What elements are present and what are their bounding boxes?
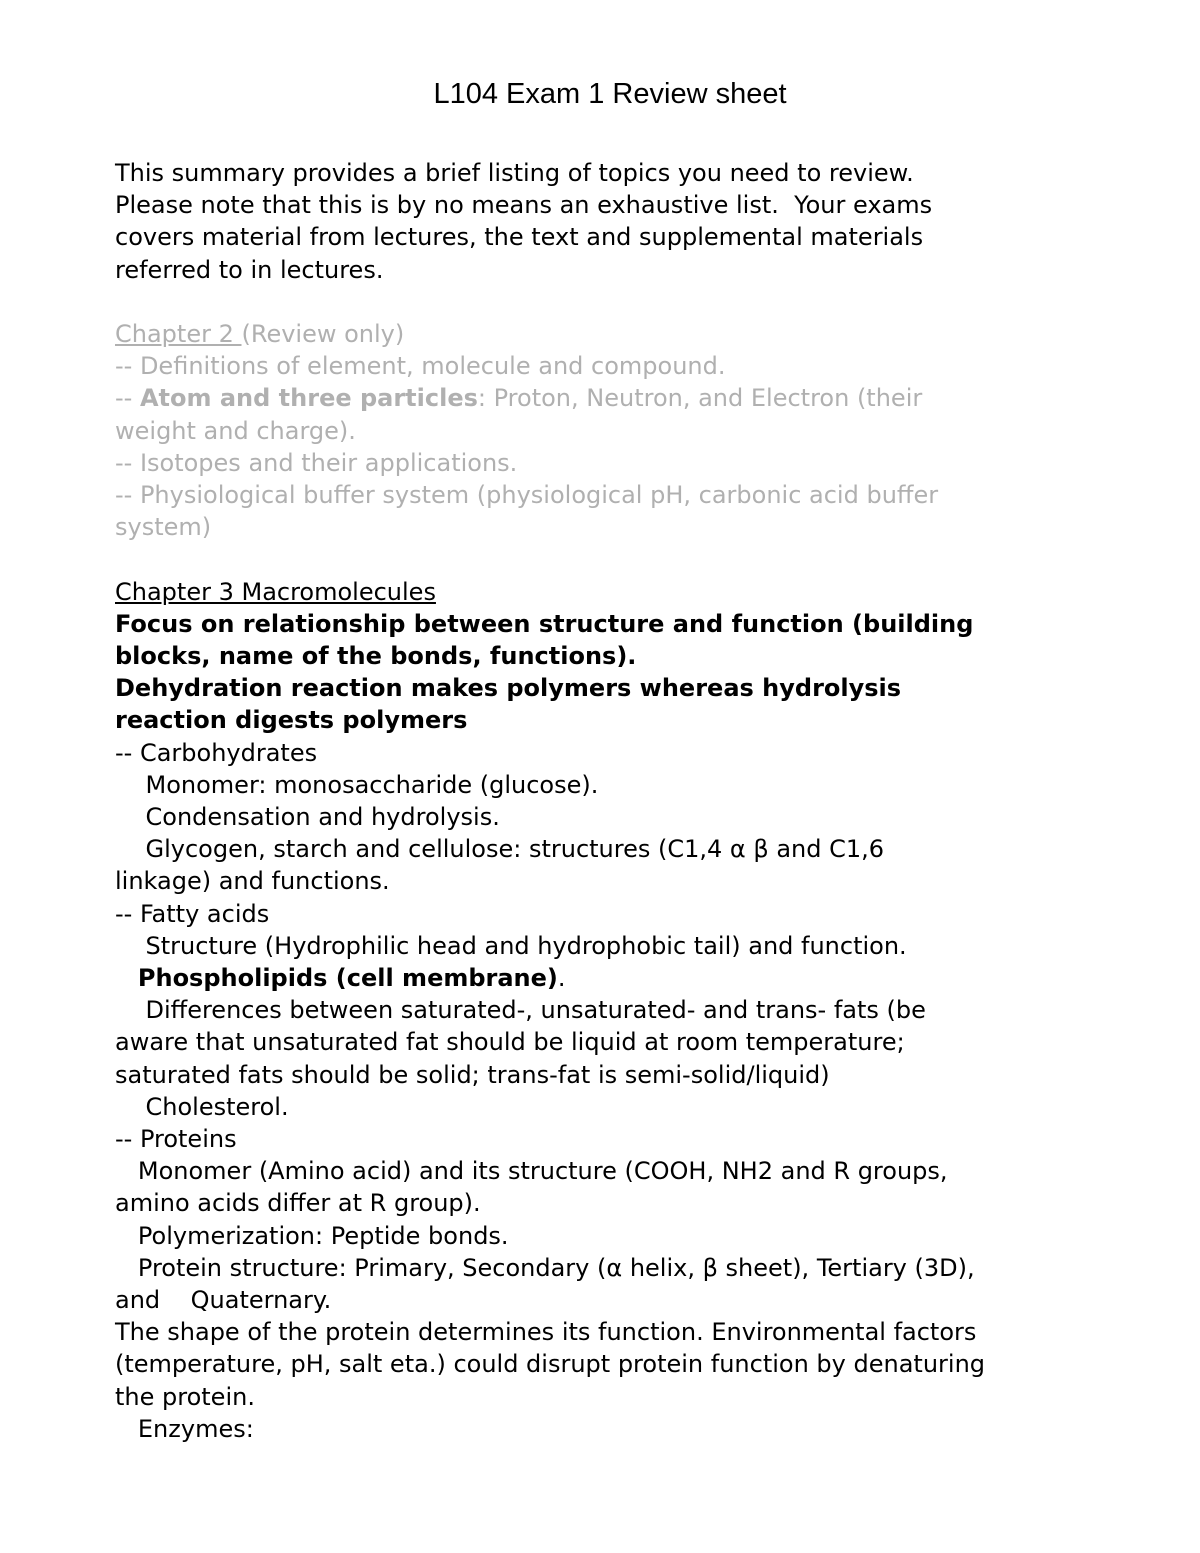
chapter2-item: -- Physiological buffer system (physiological pH, carbonic acid buffer	[115, 481, 939, 510]
document-body	[115, 157, 1115, 1445]
chapter3-line: Structure (Hydrophilic head and hydrophobic tail) and function.	[115, 931, 907, 960]
chapter3-line: The shape of the protein determines its function. Environmental factors	[115, 1318, 977, 1347]
chapter3-line: Protein structure: Primary, Secondary (α helix, β sheet), Tertiary (3D),	[115, 1253, 975, 1282]
chapter3-heading: Chapter 3 Macromolecules	[115, 577, 436, 606]
chapter2-heading: Chapter 2	[115, 320, 242, 348]
chapter2-heading-line	[115, 318, 1115, 350]
chapter3-line: Condensation and hydrolysis.	[115, 803, 500, 832]
chapter2-heading-suffix: (Review only)	[241, 320, 405, 348]
chapter3-line: aware that unsaturated fat should be liquid at room temperature;	[115, 1028, 905, 1057]
phospholipids-bold: Phospholipids (cell membrane)	[137, 964, 558, 993]
chapter3-line: saturated fats should be solid; trans-fat is semi-solid/liquid)	[115, 1060, 830, 1089]
chapter3-line: Monomer: monosaccharide (glucose).	[115, 770, 599, 799]
chapter3-line: Enzymes:	[115, 1414, 254, 1443]
chapter2-item: -- Isotopes and their applications.	[115, 448, 518, 477]
item-prefix: --	[115, 384, 140, 413]
chapter3-focus-line: reaction digests polymers	[115, 706, 468, 735]
blank-line	[115, 543, 1115, 575]
chapter3-line: and Quaternary.	[115, 1286, 332, 1315]
atom-particles-bold: Atom and three particles	[139, 384, 478, 413]
chapter3-line: -- Carbohydrates	[115, 738, 318, 767]
chapter3-line: Differences between saturated-, unsaturated- and trans- fats (be	[115, 996, 926, 1025]
chapter3-line: the protein.	[115, 1382, 255, 1411]
chapter3-focus-line: Focus on relationship between structure and function (building	[115, 609, 974, 638]
chapter3-line: -- Fatty acids	[115, 899, 270, 928]
chapter3-line: (temperature, pH, salt eta.) could disrupt protein function by denaturing	[115, 1350, 986, 1379]
phospholipids-line	[115, 962, 1115, 994]
intro-line: This summary provides a brief listing of topics you need to review.	[115, 159, 914, 187]
phospholipids-period: .	[557, 964, 566, 993]
chapter2-item-cont: system)	[115, 513, 212, 542]
intro-line: covers material from lectures, the text and supplemental materials	[115, 223, 924, 252]
chapter3-line: Cholesterol.	[115, 1092, 289, 1121]
chapter3-line: -- Proteins	[115, 1125, 237, 1154]
intro-line: referred to in lectures.	[115, 255, 384, 284]
item-text: : Proton, Neutron, and Electron (their	[477, 384, 923, 413]
chapter3-focus-line: blocks, name of the bonds, functions).	[115, 642, 637, 671]
intro-line: Please note that this is by no means an exhaustive list. Your exams	[115, 191, 933, 220]
document-title: L104 Exam 1 Review sheet	[433, 78, 787, 110]
chapter2-item	[115, 382, 1115, 414]
chapter3-line: linkage) and functions.	[115, 867, 390, 896]
chapter2-item: -- Definitions of element, molecule and compound.	[115, 352, 726, 381]
chapter2-item-cont: weight and charge).	[115, 416, 356, 445]
blank-line	[115, 286, 1115, 318]
chapter3-focus-line: Dehydration reaction makes polymers whereas hydrolysis	[115, 674, 902, 703]
chapter3-line: Monomer (Amino acid) and its structure (COOH, NH2 and R groups,	[115, 1157, 948, 1186]
chapter3-line: amino acids differ at R group).	[115, 1189, 481, 1218]
chapter3-line: Glycogen, starch and cellulose: structures (C1,4 α β and C1,6	[115, 835, 885, 864]
chapter3-line: Polymerization: Peptide bonds.	[115, 1221, 509, 1250]
